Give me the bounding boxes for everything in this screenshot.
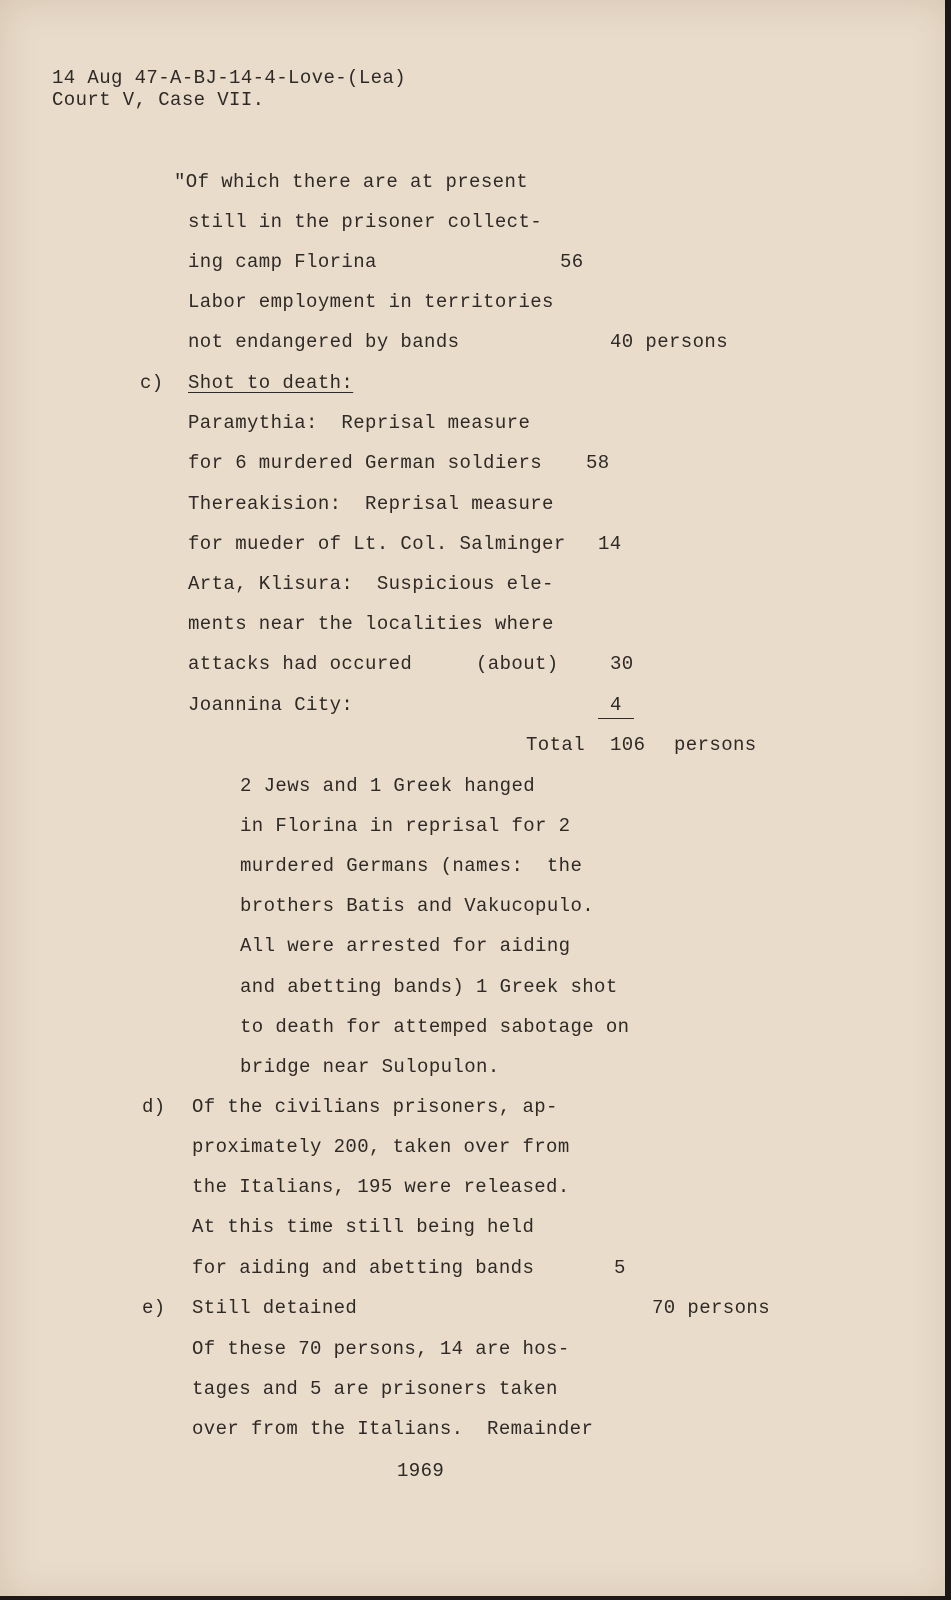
text-line: over from the Italians. Remainder (192, 1418, 594, 1440)
text-line: tages and 5 are prisoners taken (192, 1378, 558, 1400)
header-court-case: Court V, Case VII. (52, 89, 265, 111)
count-value-text: 4 (598, 694, 634, 719)
text-line: and abetting bands) 1 Greek shot (240, 976, 618, 998)
text-line: "Of which there are at present (174, 171, 529, 193)
text-line: Paramythia: Reprisal measure (188, 412, 531, 434)
text-line: Of these 70 persons, 14 are hos- (192, 1338, 570, 1360)
text-line: bridge near Sulopulon. (240, 1056, 500, 1078)
page-number: 1969 (397, 1460, 445, 1482)
text-line: brothers Batis and Vakucopulo. (240, 895, 595, 917)
section-label-e: e) (142, 1297, 166, 1319)
section-label-c: c) (140, 372, 164, 394)
text-line: not endangered by bands (188, 331, 460, 353)
section-label-d: d) (142, 1096, 166, 1118)
about-qualifier: (about) (476, 653, 559, 675)
text-line: for 6 murdered German soldiers (188, 452, 543, 474)
text-line: 2 Jews and 1 Greek hanged (240, 775, 536, 797)
count-value: 70 persons (652, 1297, 771, 1319)
text-line: to death for attemped sabotage on (240, 1016, 630, 1038)
total-unit: persons (674, 734, 757, 756)
total-value: 106 (610, 734, 646, 756)
text-line: still in the prisoner collect- (188, 211, 543, 233)
text-line: Joannina City: (188, 694, 354, 716)
text-line: At this time still being held (192, 1216, 535, 1238)
total-label: Total (526, 734, 586, 756)
text-line: Still detained (192, 1297, 358, 1319)
section-title-shot-to-death: Shot to death: (188, 372, 354, 394)
text-line: All were arrested for aiding (240, 935, 571, 957)
text-line: the Italians, 195 were released. (192, 1176, 570, 1198)
text-line: Thereakision: Reprisal measure (188, 493, 554, 515)
text-line: Labor employment in territories (188, 291, 554, 313)
count-value-underlined (598, 694, 634, 719)
text-line: in Florina in reprisal for 2 (240, 815, 571, 837)
text-line: Arta, Klisura: Suspicious ele- (188, 573, 554, 595)
text-line: for aiding and abetting bands (192, 1257, 535, 1279)
count-value: 5 (614, 1257, 626, 1279)
header-reference: 14 Aug 47-A-BJ-14-4-Love-(Lea) (52, 67, 407, 89)
text-line: for mueder of Lt. Col. Salminger (188, 533, 566, 555)
count-value: 56 (560, 251, 584, 273)
scan-edge-right (945, 0, 951, 1600)
count-value: 40 persons (610, 331, 729, 353)
text-line: ments near the localities where (188, 613, 554, 635)
text-line: attacks had occured (188, 653, 413, 675)
text-line: Of the civilians prisoners, ap- (192, 1096, 558, 1118)
count-value: 30 (610, 653, 634, 675)
text-line: proximately 200, taken over from (192, 1136, 570, 1158)
text-line: murdered Germans (names: the (240, 855, 583, 877)
scan-edge-bottom (0, 1596, 951, 1600)
text-line: ing camp Florina (188, 251, 377, 273)
count-value: 58 (586, 452, 610, 474)
count-value: 14 (598, 533, 622, 555)
